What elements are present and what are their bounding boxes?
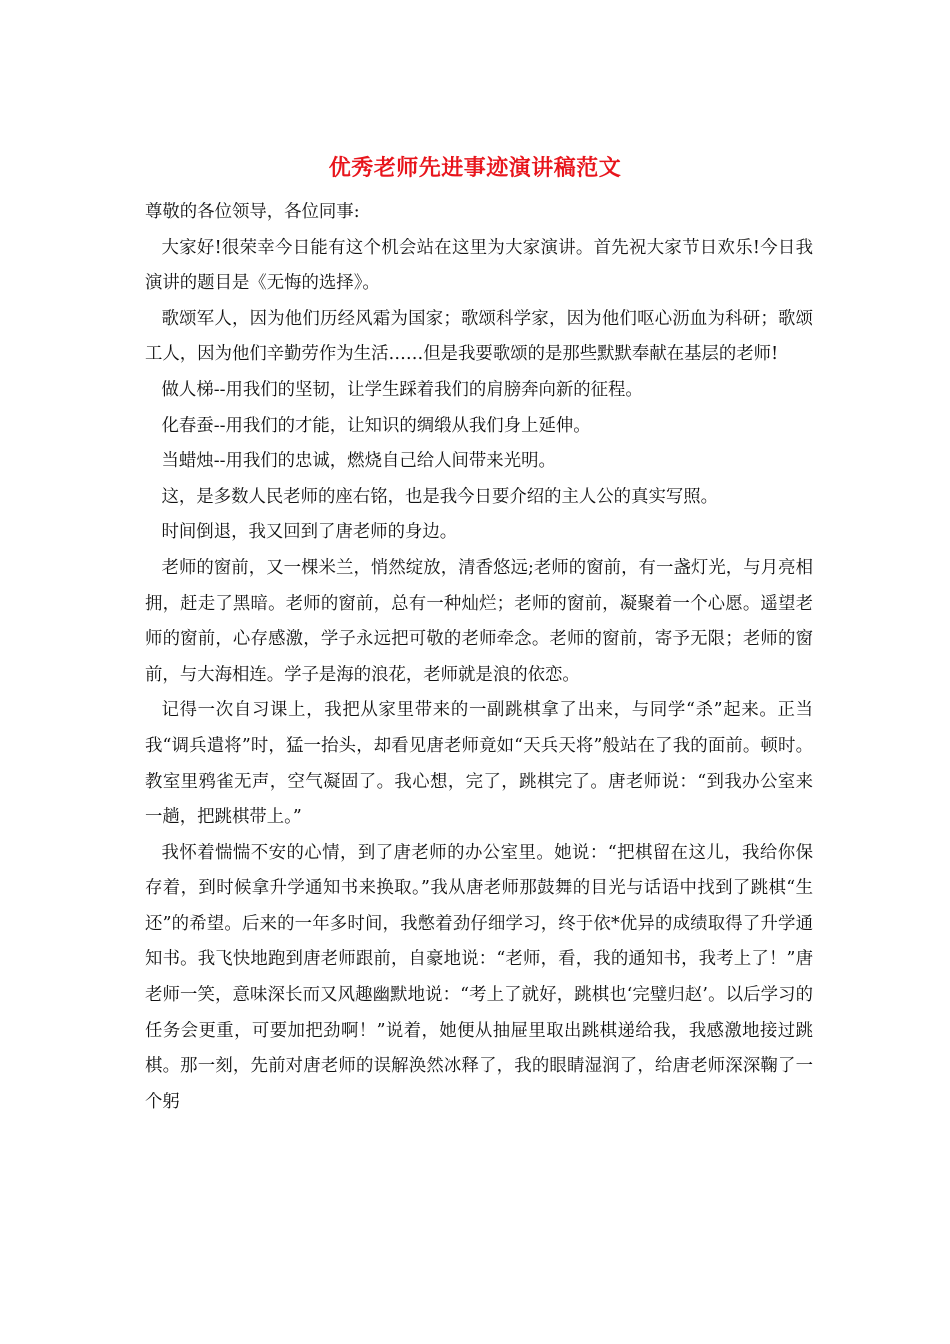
paragraph-candle: 当蜡烛--用我们的忠诚，燃烧自己给人间带来光明。 (161, 451, 556, 472)
paragraph-office: 我怀着惴惴不安的心情，到了唐老师的办公室里。她说：“把棋留在这儿，我给你保存着，到时候拿升学通知书来换取。”我从唐老师那鼓舞的目光与话语中找到了跳棋“生还”的希望。后来的一年多时间，我憋着劲仔细学习，终于依*优异的成绩取得了升学通知书。我飞快地跑到唐老师跟前，自豪地说：“老师，看，我的通知书，我考上了！”唐老师一笑，意味深长而又风趣幽默地说：“考上了就好，跳棋也‘完璧归赵’。以后学习的任务会更重，可要加把劲啊！”说着，她便从抽屉里取出跳棋递给我，我感激地接过跳棋。那一刻，先前对唐老师的误解涣然冰释了，我的眼睛湿润了，给唐老师深深鞠了一个躬 (145, 842, 813, 1112)
paragraph-praise: 歌颂军人，因为他们历经风霜为国家；歌颂科学家，因为他们呕心沥血为科研；歌颂工人，因为他们辛勤劳作为生活……但是我要歌颂的是那些默默奉献在基层的老师! (145, 308, 813, 365)
paragraph-motto: 这，是多数人民老师的座右铭，也是我今日要介绍的主人公的真实写照。 (161, 486, 719, 507)
paragraph-window: 老师的窗前，又一棵米兰，悄然绽放，清香悠远;老师的窗前，有一盏灯光，与月亮相拥，赶走了黑暗。老师的窗前，总有一种灿烂；老师的窗前，凝聚着一个心愿。遥望老师的窗前，心存感激，学子永远把可敬的老师牵念。老师的窗前，寄予无限；老师的窗前，与大海相连。学子是海的浪花，老师就是浪的依恋。 (145, 557, 813, 685)
paragraph-silkworm: 化春蚕--用我们的才能，让知识的绸缎从我们身上延伸。 (161, 415, 591, 436)
paragraph-ladder: 做人梯--用我们的坚韧，让学生踩着我们的肩膀奔向新的征程。 (161, 379, 643, 400)
document-title: 优秀老师先进事迹演讲稿范文 (328, 155, 622, 181)
paragraph-flashback: 时间倒退，我又回到了唐老师的身边。 (161, 522, 458, 543)
paragraph-chess: 记得一次自习课上，我把从家里带来的一副跳棋拿了出来，与同学“杀”起来。正当我“调兵遣将”时，猛一抬头，却看见唐老师竟如“天兵天将”般站在了我的面前。顿时。教室里鸦雀无声，空气凝固了。我心想，完了，跳棋完了。唐老师说：“到我办公室来一趟，把跳棋带上。” (145, 700, 813, 828)
document-body (145, 195, 813, 1120)
paragraph-greeting: 大家好!很荣幸今日能有这个机会站在这里为大家演讲。首先祝大家节日欢乐!今日我演讲的题目是《无悔的选择》。 (145, 237, 813, 294)
salutation: 尊敬的各位领导，各位同事: (145, 202, 360, 222)
